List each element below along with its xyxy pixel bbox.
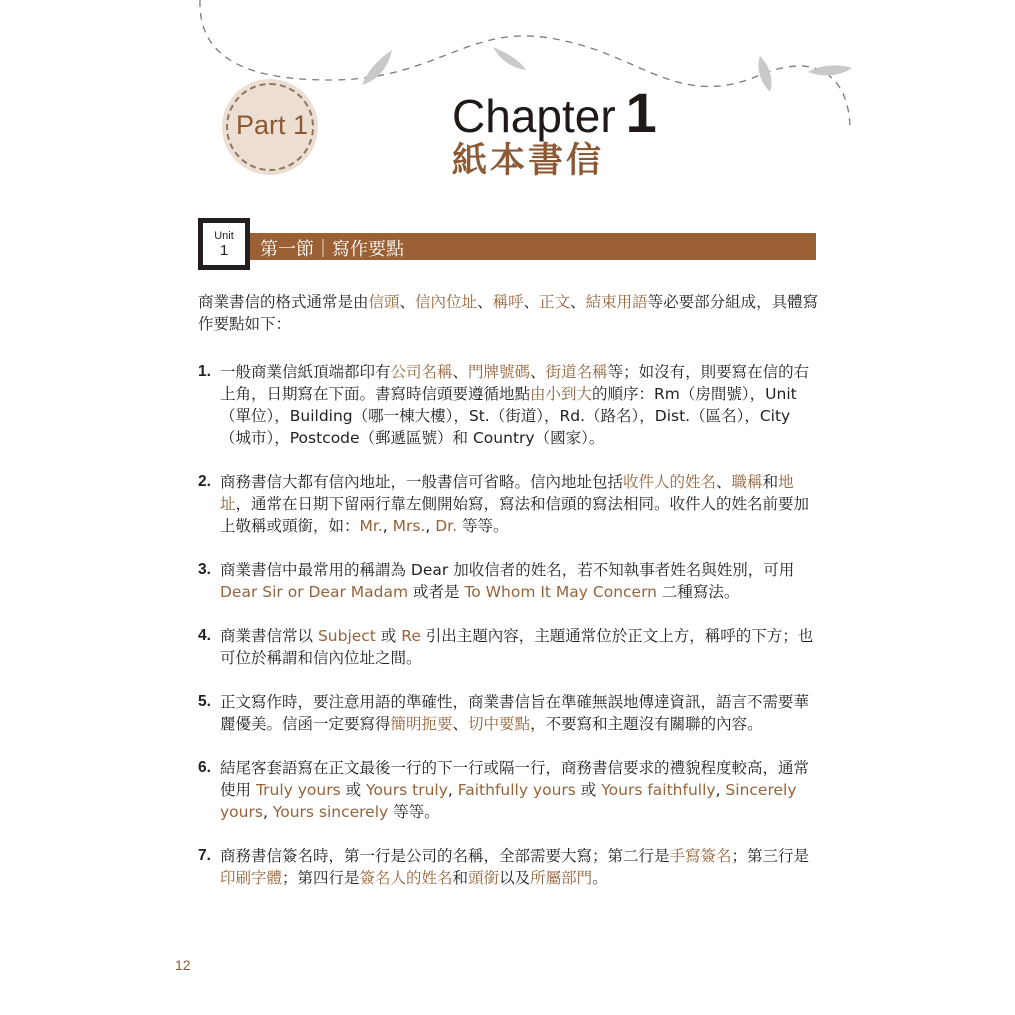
unit-word: Unit	[214, 230, 234, 242]
body-text: 。	[592, 869, 608, 887]
leaf-icon	[493, 47, 526, 70]
item-text	[220, 473, 809, 535]
highlighted-term: 地址	[220, 473, 794, 513]
body-text: 等；如沒有，則要寫在信的右上角，日期寫在下面。書寫時信頭要遵循地點	[220, 363, 810, 403]
highlighted-term: To Whom It May Concern	[464, 583, 657, 601]
body-text: ,	[447, 781, 458, 799]
body-text: 一般商業信紙頂端都印有	[220, 363, 391, 381]
body-text: 、	[570, 293, 586, 311]
intro-paragraph	[198, 291, 820, 335]
body-text: 、	[452, 363, 469, 381]
highlighted-term: Yours truly	[366, 781, 448, 799]
highlighted-term: Dear Sir or Dear Madam	[220, 583, 409, 601]
highlighted-term: 正文	[539, 293, 571, 311]
highlighted-term: 頭銜	[468, 869, 500, 887]
body-text: 、	[523, 293, 540, 311]
highlighted-term: Subject	[317, 627, 376, 645]
item-text	[220, 759, 809, 821]
part-label: Part 1	[235, 110, 309, 140]
body-text: 或	[375, 627, 402, 645]
unit-number: 1	[219, 242, 229, 259]
item-number: 5.	[198, 693, 211, 710]
body-text: ,	[715, 781, 726, 799]
body-text: 和	[762, 473, 779, 491]
highlighted-term: 由小到大	[530, 385, 593, 403]
highlighted-term: Mr.	[359, 517, 383, 535]
item-number: 6.	[198, 759, 211, 776]
chapter-number: 1	[625, 81, 657, 144]
writing-points-list	[198, 361, 820, 889]
highlighted-term: 稱呼	[492, 293, 524, 311]
highlighted-term: Re	[401, 627, 421, 645]
body-text: ,	[262, 803, 273, 821]
body-text: 、	[716, 473, 732, 491]
chapter-subtitle: 紙本書信	[452, 141, 605, 181]
highlighted-term: Truly yours	[255, 781, 341, 799]
chapter-word: Chapter	[452, 90, 616, 142]
body-text: 正文寫作時，要注意用語的準確性，商業書信旨在準確無誤地傳達資訊，語言不需要華麗優美。信函一定要寫得	[220, 693, 810, 733]
body-text: 的順序：Rm（房間號），Unit（單位），Building（哪一棟大樓），St.（街道），Rd.（路名），Dist.（區名），City（城市），Postcode（郵遞區號）和 Country（國家）。	[220, 385, 797, 447]
highlighted-term: 收件人的姓名	[623, 473, 717, 491]
item-number: 2.	[198, 473, 211, 490]
body-text: 、	[452, 715, 469, 733]
body-text: ,	[382, 517, 393, 535]
item-text	[220, 561, 794, 601]
item-text	[220, 627, 813, 667]
body-text: 等等。	[457, 517, 509, 535]
list-item	[198, 471, 820, 537]
item-text	[220, 693, 809, 733]
leaf-icon	[808, 65, 852, 75]
highlighted-term: 切中要點	[468, 715, 531, 733]
body-text: 或	[575, 781, 602, 799]
body-text: ；第四行是	[282, 869, 360, 887]
body-text: 商業書信中最常用的稱謂為 Dear 加收信者的姓名，若不知執事者姓名與姓別，可用	[220, 561, 795, 579]
list-item	[198, 559, 820, 603]
body-text: 商業書信的格式通常是由	[198, 293, 369, 311]
page-body	[198, 291, 820, 911]
highlighted-term: Yours faithfully	[601, 781, 716, 799]
body-text: 或	[340, 781, 367, 799]
highlighted-term: Sincerely yours	[220, 781, 797, 821]
highlighted-term: Mrs.	[392, 517, 426, 535]
list-item	[198, 845, 820, 889]
body-text: 等必要部分組成，具體寫作要點如下：	[198, 293, 819, 333]
item-text	[220, 847, 809, 887]
item-text	[220, 363, 809, 447]
body-text: 結尾客套語寫在正文最後一行的下一行或隔一行，商務書信要求的禮貌程度較高，通常使用	[220, 759, 810, 799]
body-text: 、	[399, 293, 416, 311]
body-text: 商務書信簽名時，第一行是公司的名稱，全部需要大寫；第二行是	[220, 847, 670, 865]
item-number: 4.	[198, 627, 211, 644]
body-text: ，通常在日期下留兩行靠左側開始寫，寫法和信頭的寫法相同。收件人的姓名前要加上敬稱或頭銜，如：	[220, 495, 810, 535]
page-number: 12	[175, 957, 191, 973]
highlighted-term: Faithfully yours	[457, 781, 576, 799]
body-text: 和	[452, 869, 469, 887]
highlighted-term: Yours sincerely	[272, 803, 389, 821]
highlighted-term: 信頭	[368, 293, 400, 311]
highlighted-term: Dr.	[435, 517, 458, 535]
highlighted-term: 街道名稱	[545, 363, 608, 381]
body-text: ；第三行是	[731, 847, 810, 865]
highlighted-term: 門牌號碼	[468, 363, 531, 381]
leaf-icon	[758, 56, 771, 92]
highlighted-term: 簽名人的姓名	[359, 869, 453, 887]
body-text: 或者是	[408, 583, 465, 601]
highlighted-term: 印刷字體	[220, 869, 283, 887]
leaf-icon	[362, 50, 392, 85]
item-number: 1.	[198, 363, 211, 380]
list-item	[198, 361, 820, 449]
highlighted-term: 信內位址	[415, 293, 478, 311]
item-number: 7.	[198, 847, 211, 864]
highlighted-term: 公司名稱	[390, 363, 453, 381]
highlighted-term: 簡明扼要	[390, 715, 453, 733]
list-item	[198, 625, 820, 669]
unit-title: 第一節｜寫作要點	[260, 239, 404, 260]
body-text: 二種寫法。	[657, 583, 740, 601]
highlighted-term: 手寫簽名	[669, 847, 732, 865]
body-text: ,	[425, 517, 436, 535]
body-text: 、	[477, 293, 493, 311]
body-text: 引出主題內容，主題通常位於正文上方，稱呼的下方；也可位於稱謂和信內位址之間。	[220, 627, 814, 667]
list-item	[198, 691, 820, 735]
item-number: 3.	[198, 561, 211, 578]
body-text: 商務書信大都有信內地址，一般書信可省略。信內地址包括	[220, 473, 624, 491]
list-item	[198, 757, 820, 823]
unit-badge	[198, 218, 250, 270]
body-text: 以及	[499, 869, 531, 887]
highlighted-term: 結束用語	[585, 293, 648, 311]
highlighted-term: 所屬部門	[530, 869, 593, 887]
highlighted-term: 職稱	[731, 473, 763, 491]
body-text: 等等。	[388, 803, 440, 821]
body-text: 商業書信常以	[220, 627, 318, 645]
body-text: ，不要寫和主題沒有關聯的內容。	[530, 715, 763, 733]
body-text: 、	[530, 363, 546, 381]
